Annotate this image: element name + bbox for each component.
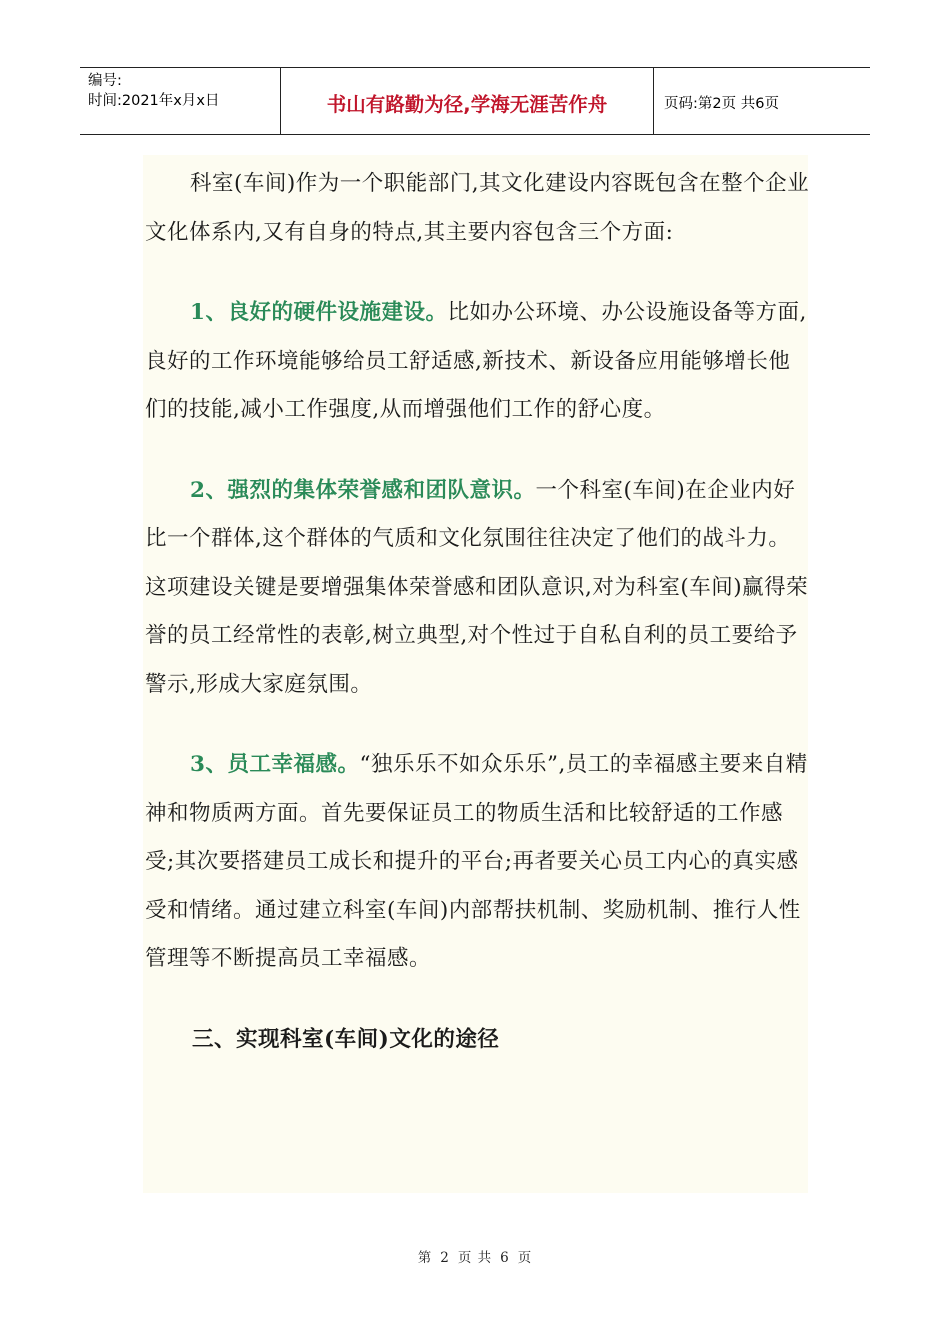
document-time-label: 时间:2021年x月x日 [88, 93, 220, 109]
footer-page-number: 2 [440, 1250, 450, 1266]
document-number-label: 编号: [88, 73, 122, 89]
footer-middle: 页 共 [457, 1250, 493, 1266]
item-text-1: 比如办公环境、办公设施设备等方面,良好的工作环境能够给员工舒适感,新技术、新设备应用能够增长他们的技能,减小工作强度,从而增强他们工作的舒心度。 [145, 300, 807, 422]
page-footer [0, 1246, 950, 1266]
header-page-label: 页码:第2页 共6页 [664, 95, 779, 112]
item-paragraph-1 [145, 289, 810, 435]
header-motto: 书山有路勤为径,学海无涯苦作舟 [281, 68, 654, 134]
document-body [145, 160, 810, 1064]
item-text-2: 一个科室(车间)在企业内好比一个群体,这个群体的气质和文化氛围往往决定了他们的战斗力。这项建设关键是要增强集体荣誉感和团队意识,对为科室(车间)赢得荣誉的员工经常性的表彰,树立典型,对个性过于自私自利的员工要给予警示,形成大家庭氛围。 [145, 477, 809, 697]
item-heading-1: 1、良好的硬件设施建设。 [190, 300, 448, 325]
intro-paragraph: 科室(车间)作为一个职能部门,其文化建设内容既包含在整个企业文化体系内,又有自身的特点,其主要内容包含三个方面: [145, 171, 810, 245]
header-meta [80, 68, 281, 134]
footer-prefix: 第 [417, 1250, 433, 1266]
footer-suffix: 页 [517, 1250, 533, 1266]
section-title: 三、实现科室(车间)文化的途径 [192, 1026, 500, 1052]
item-paragraph-3 [145, 741, 810, 984]
item-paragraph-2 [145, 467, 810, 710]
item-text-3: “独乐乐不如众乐乐”,员工的幸福感主要来自精神和物质两方面。首先要保证员工的物质生活和比较舒适的工作感受;其次要搭建员工成长和提升的平台;再者要关心员工内心的真实感受和情绪。通过建立科室(车间)内部帮扶机制、奖励机制、推行人性管理等不断提高员工幸福感。 [145, 752, 808, 971]
footer-total-pages: 6 [500, 1250, 510, 1266]
item-heading-3: 3、员工幸福感。 [190, 752, 360, 777]
page-header [80, 67, 870, 135]
item-heading-2: 2、强烈的集体荣誉感和团队意识。 [190, 477, 536, 503]
